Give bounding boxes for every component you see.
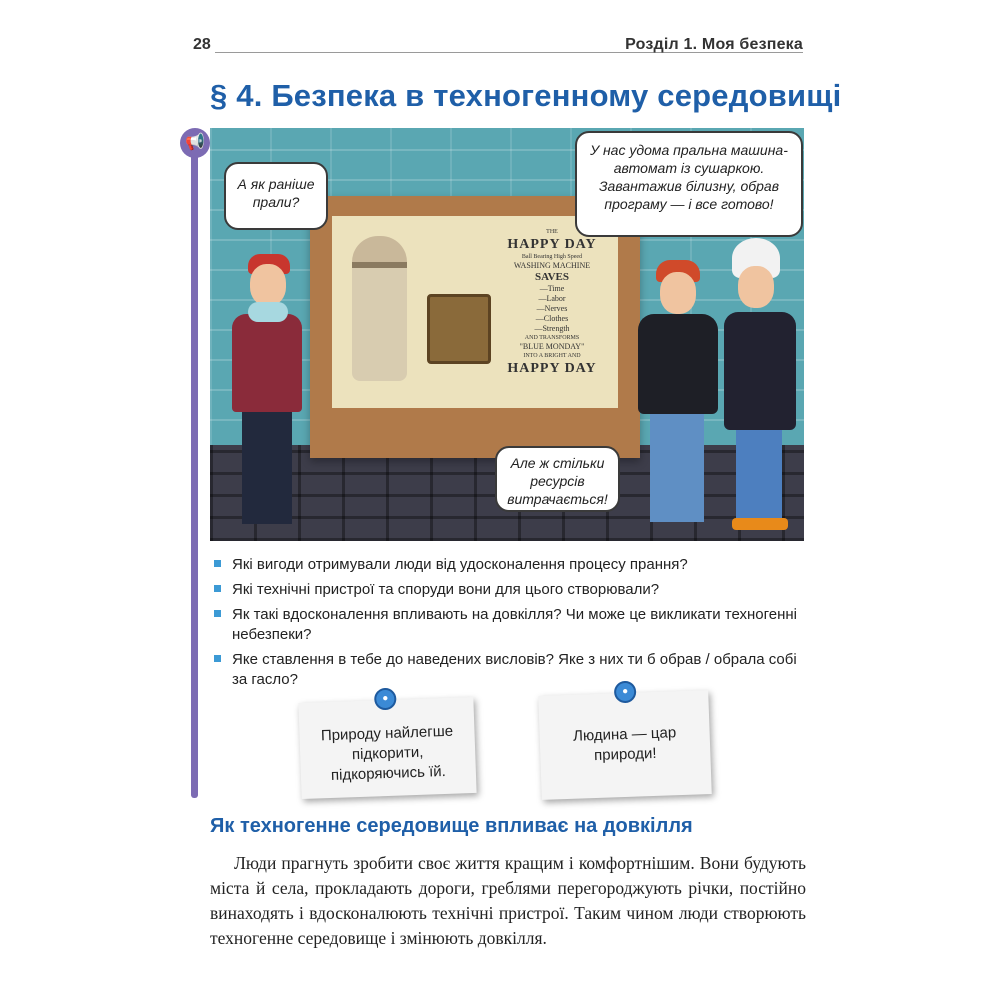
poster-line: THE: [546, 229, 558, 235]
speech-bubble-washing-machine: У нас удома пральна машина-автомат із сушаркою. Завантажив білизну, обрав програму — і все готово!: [575, 131, 803, 237]
note-text: Людина — цар природи!: [572, 724, 677, 765]
poster-line: —Time: [539, 284, 565, 293]
poster-line: "BLUE MONDAY": [519, 342, 585, 351]
poster-line: AND TRANSFORMS: [524, 335, 580, 341]
section-title: § 4. Безпека в техногенному середовищі: [210, 78, 842, 113]
character-head: [250, 264, 286, 306]
bullet-square-icon: [214, 560, 221, 567]
poster-line: HAPPY DAY: [507, 361, 597, 376]
poster-washing-machine: [427, 294, 491, 364]
list-item: [212, 605, 808, 645]
question-text: Як такі вдосконалення впливають на довкілля? Чи може це викликати техногенні небезпеки?: [232, 606, 798, 643]
poster-line: —Labor: [538, 294, 566, 303]
question-text: Які вигоди отримували люди від удосконалення процесу прання?: [232, 556, 688, 573]
question-text: Яке ставлення в тебе до наведених висловів? Яке з них ти б обрав / обрала собі за гасло?: [232, 651, 797, 688]
character-legs: [736, 430, 782, 522]
character-torso: [638, 314, 718, 414]
bullet-square-icon: [214, 610, 221, 617]
body-paragraph: Люди прагнуть зробити своє життя кращим і комфортнішим. Вони будують міста й села, прокладають дороги, греблями перегороджують річки, постійно винаходять і вдосконалюють технічні пристрої. Таким чином люди створюють техногенне середовище і змінюють довкілля.: [210, 853, 806, 948]
character-shoes: [732, 518, 788, 530]
speech-bubble-resources: Але ж стільки ресурсів витрачається!: [495, 446, 620, 512]
character-boy-black-jacket: [628, 256, 728, 534]
character-torso: [724, 312, 796, 430]
speech-bubble-question: А як раніше прали?: [224, 162, 328, 230]
pinned-note-quote: [538, 685, 712, 800]
bullet-square-icon: [214, 655, 221, 662]
character-legs: [650, 414, 704, 522]
page-number: 28: [193, 36, 211, 53]
list-item: [212, 555, 808, 575]
poster-line: —Clothes: [535, 314, 569, 323]
character-scarf: [248, 302, 288, 322]
poster-line: Ball Bearing High Speed: [521, 254, 583, 260]
poster-line: —Strength: [534, 324, 570, 333]
question-list: [212, 555, 808, 695]
poster-line: SAVES: [534, 271, 570, 283]
vintage-poster: [332, 216, 618, 408]
note-text: Природу найлегше підкорити, підкоряючись їй.: [320, 722, 454, 784]
poster-woman-figure: [352, 236, 407, 381]
pushpin-icon: ●: [614, 681, 637, 704]
pushpin-icon: ●: [374, 688, 397, 711]
bullet-square-icon: [214, 585, 221, 592]
list-item: [212, 650, 808, 690]
illustration: [210, 128, 804, 541]
sidebar-accent-line: [191, 150, 198, 798]
pinned-note-quote: [298, 692, 476, 799]
character-torso: [232, 314, 302, 412]
running-head: Розділ 1. Моя безпека: [625, 36, 803, 53]
poster-text: [490, 228, 614, 377]
list-item: [212, 580, 808, 600]
poster-line: WASHING MACHINE: [513, 261, 591, 270]
subsection-title: Як техногенне середовище впливає на довкілля: [210, 815, 693, 837]
character-legs: [242, 412, 292, 524]
character-head: [738, 266, 774, 308]
character-head: [660, 272, 696, 314]
poster-line: —Nerves: [536, 304, 568, 313]
character-girl-white-hat: [720, 238, 804, 534]
poster-line: HAPPY DAY: [507, 237, 597, 252]
character-boy-red-hat: [222, 248, 312, 533]
question-text: Які технічні пристрої та споруди вони для цього створювали?: [232, 581, 660, 598]
megaphone-icon: 📢: [180, 128, 210, 158]
poster-line: INTO A BRIGHT AND: [523, 353, 581, 359]
